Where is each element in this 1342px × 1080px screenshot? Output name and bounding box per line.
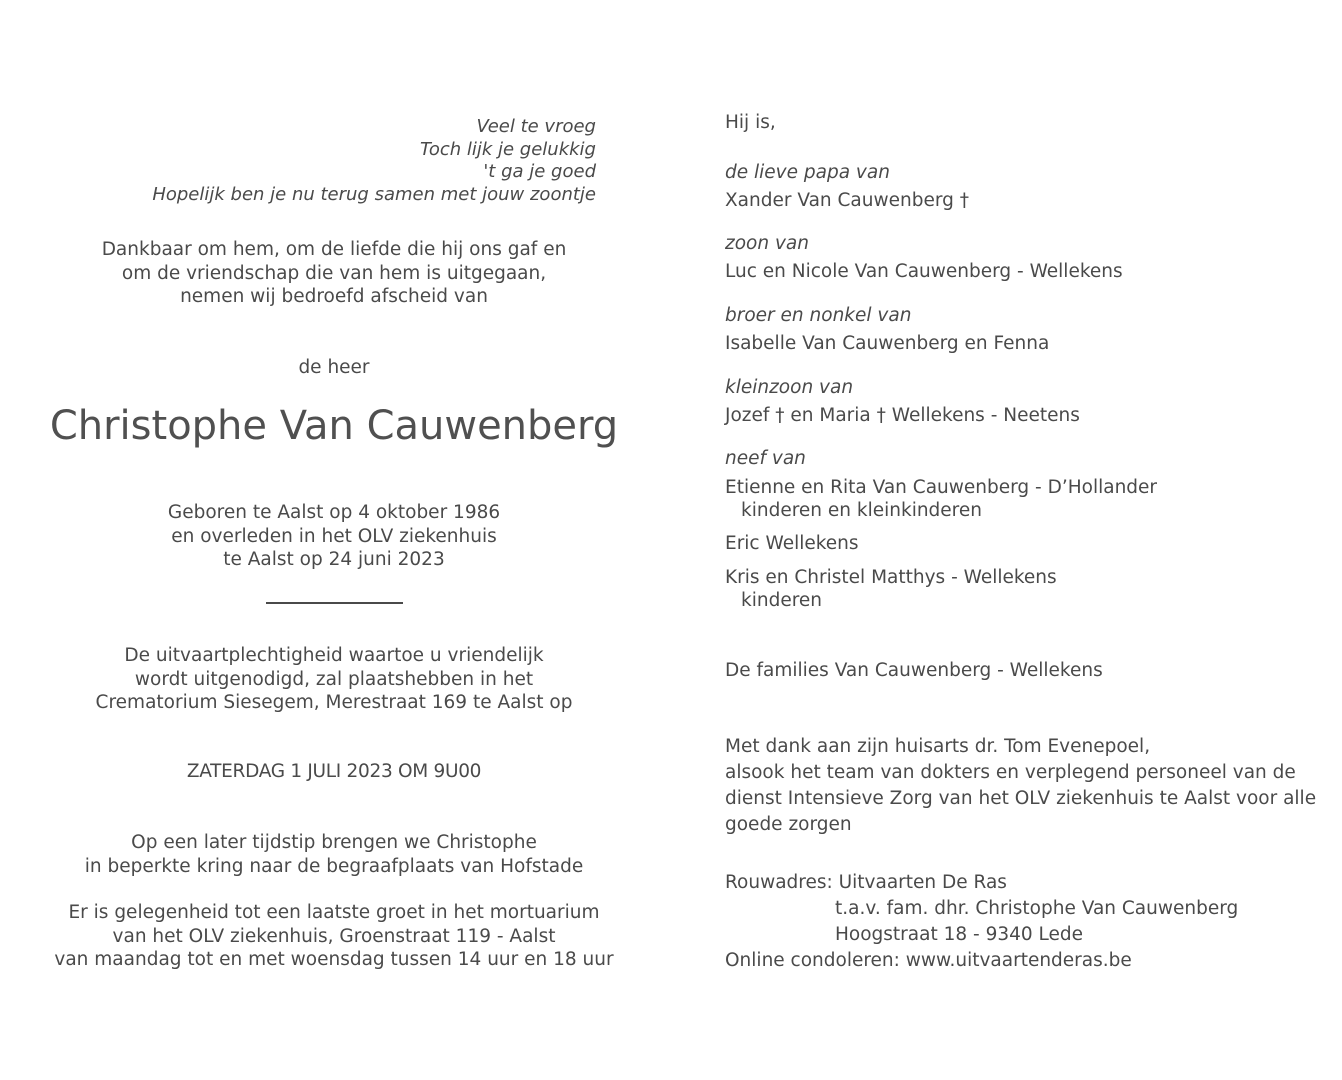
right-intro: Hij is, [725, 112, 776, 133]
poem-line: Veel te vroeg [476, 116, 596, 137]
thanks-line: goede zorgen [725, 814, 852, 835]
grandson-label: kleinzoon van [725, 377, 854, 398]
brother-label: broer en nonkel van [725, 305, 912, 326]
papa-value: Xander Van Cauwenberg † [725, 190, 970, 211]
nephew-entry-1: Etienne en Rita Van Cauwenberg - D’Hollander [725, 477, 1158, 498]
poem-line: Toch lijk je gelukkig [420, 138, 596, 160]
address-label: Rouwadres: Uitvaarten De Ras [725, 872, 1007, 893]
burial-line: in beperkte kring naar de begraafplaats van Hofstade [84, 855, 584, 877]
mortuary-info [0, 901, 668, 972]
mortuary-line: van maandag tot en met woensdag tussen 14 uur en 18 uur [54, 949, 614, 970]
birth-line: te Aalst op 24 juni 2023 [223, 549, 445, 570]
intro-text [0, 238, 668, 309]
birth-death-info [0, 501, 668, 572]
poem-line: 't ga je goed [483, 161, 596, 182]
nephew-entry-1-sub: kinderen en kleinkinderen [741, 500, 982, 521]
intro-line: Dankbaar om hem, om de liefde die hij ons gaf en [101, 239, 567, 260]
mourning-address [725, 870, 1238, 974]
son-label: zoon van [725, 233, 809, 254]
ceremony-line: Crematorium Siesegem, Merestraat 169 te Aalst op [95, 692, 573, 713]
brother-value: Isabelle Van Cauwenberg en Fenna [725, 333, 1050, 354]
ceremony-line: wordt uitgenodigd, zal plaatshebben in het [134, 668, 534, 690]
birth-line: Geboren te Aalst op 4 oktober 1986 [167, 502, 501, 523]
thanks-line: alsook het team van dokters en verplegend personeel van de [725, 762, 1296, 783]
families: De families Van Cauwenberg - Wellekens [725, 660, 1103, 681]
burial-info [0, 831, 668, 878]
ceremony-info [0, 644, 668, 715]
online-condolence: Online condoleren: www.uitvaartenderas.be [725, 950, 1132, 971]
thanks-line: dienst Intensieve Zorg van het OLV ziekenhuis te Aalst voor alle [725, 788, 1317, 809]
papa-label: de lieve papa van [725, 162, 890, 183]
nephew-entry-3: Kris en Christel Matthys - Wellekens [725, 567, 1057, 588]
address-line: Hoogstraat 18 - 9340 Lede [835, 924, 1084, 945]
ceremony-line: De uitvaartplechtigheid waartoe u vriendelijk [124, 645, 544, 666]
grandson-value: Jozef † en Maria † Wellekens - Neetens [725, 405, 1080, 426]
honorific: de heer [298, 357, 370, 378]
address-line: t.a.v. fam. dhr. Christophe Van Cauwenberg [835, 898, 1239, 919]
son-value: Luc en Nicole Van Cauwenberg - Wellekens [725, 261, 1123, 282]
thanks-text [725, 734, 1316, 838]
nephew-entry-3-sub: kinderen [741, 590, 823, 611]
deceased-name: Christophe Van Cauwenberg [49, 403, 619, 449]
birth-line: en overleden in het OLV ziekenhuis [171, 525, 497, 547]
mortuary-line: van het OLV ziekenhuis, Groenstraat 119 - Aalst [112, 925, 556, 947]
intro-line: nemen wij bedroefd afscheid van [180, 286, 488, 307]
nephew-label: neef van [725, 448, 806, 469]
poem-line: Hopelijk ben je nu terug samen met jouw zoontje [152, 183, 596, 205]
intro-line: om de vriendschap die van hem is uitgegaan, [121, 262, 547, 284]
mortuary-line: Er is gelegenheid tot een laatste groet in het mortuarium [68, 902, 600, 923]
poem [152, 116, 596, 206]
nephew-entry-2: Eric Wellekens [725, 533, 859, 554]
thanks-line: Met dank aan zijn huisarts dr. Tom Evenepoel, [725, 736, 1151, 757]
divider-line [266, 602, 403, 604]
ceremony-date: ZATERDAG 1 JULI 2023 OM 9U00 [186, 761, 482, 782]
burial-line: Op een later tijdstip brengen we Christophe [131, 832, 537, 853]
